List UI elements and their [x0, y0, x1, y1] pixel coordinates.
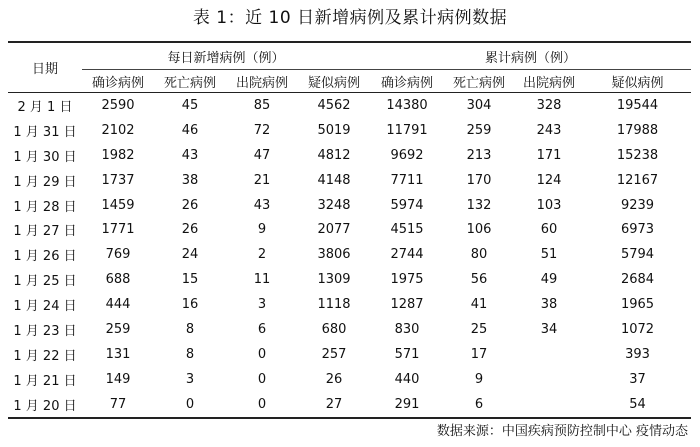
cumulative-deaths-cell: 17: [470, 346, 488, 362]
cumulative-suspected-cell: 393: [625, 346, 650, 362]
cumulative-discharged-cell: 328: [536, 97, 562, 113]
cumulative-confirmed-cell: 291: [370, 392, 444, 418]
daily-discharged-cell: 47: [253, 147, 271, 163]
cumulative-deaths-cell: 106: [466, 222, 492, 238]
cumulative-suspected-cell: 17988: [616, 122, 659, 138]
date-cell: 1 月 21 日: [13, 373, 77, 389]
date-cell: 1 月 24 日: [13, 299, 77, 315]
table-row: [8, 317, 691, 342]
daily-discharged-cell: 0: [257, 371, 267, 387]
table-row: [8, 93, 691, 118]
daily-discharged-cell: 6: [257, 321, 267, 337]
daily-discharged-cell: 2: [257, 247, 267, 263]
cumulative-discharged-cell: 34: [540, 321, 558, 337]
cumulative-suspected-cell: 12167: [616, 172, 659, 188]
daily-discharged-cell: 3: [257, 297, 267, 313]
daily-deaths-cell: 8: [185, 346, 195, 362]
table-row: [8, 292, 691, 317]
daily-deaths-cell: 46: [181, 122, 199, 138]
cumulative-suspected-cell: 9239: [620, 197, 655, 213]
daily-confirmed-cell: 1737: [101, 172, 135, 188]
sub-header-cumulative-discharged: 出院病例: [523, 75, 576, 91]
table-row: [8, 143, 691, 168]
sub-header-daily-deaths: 死亡病例: [163, 75, 216, 91]
daily-confirmed-cell: 2102: [101, 122, 135, 138]
daily-suspected-cell: 26: [325, 371, 343, 387]
daily-confirmed-cell: 149: [105, 371, 131, 387]
daily-discharged-cell: 0: [257, 346, 267, 362]
table-row: [8, 367, 691, 392]
date-cell: 1 月 30 日: [13, 149, 77, 165]
cumulative-deaths-cell: 304: [466, 97, 492, 113]
daily-deaths-cell: 8: [185, 321, 195, 337]
sub-header-cumulative-confirmed: 确诊病例: [381, 75, 434, 91]
cumulative-confirmed-cell: 571: [394, 346, 420, 362]
cumulative-discharged-cell: 103: [536, 197, 562, 213]
daily-suspected-cell: 257: [321, 346, 347, 362]
daily-confirmed-cell: 1771: [101, 222, 135, 238]
cumulative-suspected-cell: 54: [584, 392, 691, 418]
table-row: [8, 392, 691, 418]
date-cell: 1 月 25 日: [13, 274, 77, 290]
table-row: [8, 193, 691, 218]
cumulative-suspected-cell: 19544: [616, 97, 659, 113]
daily-new-group-header: 每日新增病例（例）: [82, 42, 370, 70]
cumulative-deaths-cell: 213: [466, 147, 492, 163]
daily-suspected-cell: 3806: [317, 247, 351, 263]
cumulative-deaths-cell: 6: [444, 392, 514, 418]
sub-header-cumulative-deaths: 死亡病例: [453, 75, 506, 91]
daily-deaths-cell: 3: [185, 371, 195, 387]
cumulative-suspected-cell: 2684: [620, 272, 655, 288]
cumulative-confirmed-cell: 2744: [390, 247, 424, 263]
daily-confirmed-cell: 1459: [101, 197, 135, 213]
cumulative-group-header: 累计病例（例）: [370, 42, 691, 70]
daily-suspected-cell: 680: [321, 321, 347, 337]
daily-confirmed-cell: 131: [105, 346, 131, 362]
cumulative-discharged-cell: 171: [536, 147, 562, 163]
daily-discharged-cell: 85: [253, 97, 271, 113]
cumulative-confirmed-cell: 9692: [390, 147, 424, 163]
cumulative-discharged-cell: [514, 367, 584, 392]
daily-suspected-cell: 4148: [317, 172, 351, 188]
table-row: [8, 242, 691, 267]
cumulative-deaths-cell: 80: [470, 247, 488, 263]
daily-discharged-cell: 21: [253, 172, 271, 188]
date-column-header: 日期: [31, 62, 58, 77]
daily-deaths-cell: 24: [181, 247, 199, 263]
daily-suspected-cell: 4562: [317, 97, 351, 113]
daily-discharged-cell: 43: [253, 197, 271, 213]
cumulative-confirmed-cell: 830: [394, 321, 420, 337]
daily-discharged-cell: 11: [253, 272, 271, 288]
daily-suspected-cell: 3248: [317, 197, 351, 213]
daily-discharged-cell: 0: [226, 392, 298, 418]
daily-discharged-cell: 9: [257, 222, 267, 238]
daily-deaths-cell: 26: [181, 197, 199, 213]
cumulative-discharged-cell: [514, 392, 584, 418]
cumulative-confirmed-cell: 11791: [386, 122, 428, 138]
daily-deaths-cell: 0: [154, 392, 226, 418]
daily-suspected-cell: 5019: [317, 122, 351, 138]
daily-deaths-cell: 43: [181, 147, 199, 163]
daily-suspected-cell: 1118: [317, 297, 351, 313]
sub-header-daily-discharged: 出院病例: [235, 75, 288, 91]
cumulative-discharged-cell: 38: [540, 297, 558, 313]
sub-header-daily-suspected: 疑似病例: [308, 75, 361, 91]
cumulative-discharged-cell: 51: [540, 247, 558, 263]
daily-suspected-cell: 2077: [317, 222, 351, 238]
table-title: 表 1：近 10 日新增病例及累计病例数据: [192, 8, 508, 28]
date-cell: 1 月 29 日: [13, 174, 77, 190]
daily-discharged-cell: 72: [253, 122, 271, 138]
daily-deaths-cell: 16: [181, 297, 199, 313]
cumulative-confirmed-cell: 4515: [390, 222, 424, 238]
daily-confirmed-cell: 769: [105, 247, 131, 263]
daily-confirmed-cell: 688: [105, 272, 131, 288]
cumulative-confirmed-cell: 440: [394, 371, 420, 387]
data-source-note: 数据来源：中国疾病预防控制中心 疫情动态: [436, 424, 688, 439]
table-row: [8, 118, 691, 143]
daily-deaths-cell: 45: [181, 97, 199, 113]
cumulative-suspected-cell: 37: [629, 371, 646, 387]
date-cell: 1 月 20 日: [8, 392, 82, 418]
daily-deaths-cell: 26: [181, 222, 199, 238]
daily-confirmed-cell: 1982: [101, 147, 135, 163]
cumulative-deaths-cell: 9: [474, 371, 484, 387]
cumulative-suspected-cell: 15238: [616, 147, 659, 163]
cumulative-deaths-cell: 170: [466, 172, 492, 188]
daily-confirmed-cell: 444: [105, 297, 131, 313]
cumulative-deaths-cell: 259: [466, 122, 492, 138]
case-data-table: [8, 41, 691, 419]
cumulative-suspected-cell: 1965: [620, 297, 655, 313]
cumulative-deaths-cell: 132: [466, 197, 492, 213]
cumulative-discharged-cell: 49: [540, 272, 558, 288]
cumulative-confirmed-cell: 1975: [390, 272, 424, 288]
daily-deaths-cell: 38: [181, 172, 199, 188]
cumulative-discharged-cell: 60: [540, 222, 558, 238]
date-cell: 1 月 22 日: [13, 348, 77, 364]
table-row: [8, 267, 691, 292]
daily-suspected-cell: 1309: [317, 272, 351, 288]
date-cell: 1 月 31 日: [13, 124, 77, 140]
cumulative-suspected-cell: 1072: [620, 321, 655, 337]
table-row: [8, 168, 691, 193]
cumulative-confirmed-cell: 1287: [390, 297, 424, 313]
cumulative-deaths-cell: 25: [470, 321, 488, 337]
table-row: [8, 217, 691, 242]
date-cell: 1 月 23 日: [13, 323, 77, 339]
daily-suspected-cell: 4812: [317, 147, 351, 163]
daily-confirmed-cell: 2590: [101, 97, 135, 113]
daily-suspected-cell: 27: [298, 392, 370, 418]
cumulative-discharged-cell: 124: [536, 172, 562, 188]
cumulative-discharged-cell: 243: [536, 122, 562, 138]
cumulative-confirmed-cell: 7711: [390, 172, 424, 188]
cumulative-confirmed-cell: 5974: [390, 197, 424, 213]
cumulative-deaths-cell: 41: [470, 297, 488, 313]
date-cell: 1 月 28 日: [13, 199, 77, 215]
date-cell: 2 月 1 日: [17, 99, 73, 115]
sub-header-daily-confirmed: 确诊病例: [91, 75, 144, 91]
daily-confirmed-cell: 259: [105, 321, 131, 337]
date-cell: 1 月 27 日: [13, 224, 77, 240]
cumulative-suspected-cell: 5794: [620, 247, 655, 263]
cumulative-suspected-cell: 6973: [620, 222, 655, 238]
cumulative-confirmed-cell: 14380: [386, 97, 428, 113]
table-body: [8, 93, 691, 418]
table-row: [8, 342, 691, 367]
date-cell: 1 月 26 日: [13, 249, 77, 265]
sub-header-cumulative-suspected: 疑似病例: [611, 75, 664, 91]
daily-confirmed-cell: 77: [82, 392, 154, 418]
daily-deaths-cell: 15: [181, 272, 199, 288]
cumulative-deaths-cell: 56: [470, 272, 488, 288]
cumulative-discharged-cell: [514, 342, 584, 367]
